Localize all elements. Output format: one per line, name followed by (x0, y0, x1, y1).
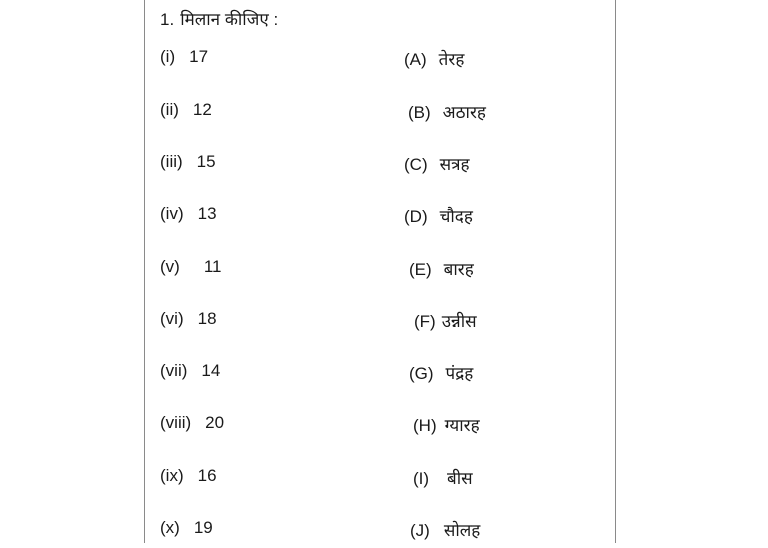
right-value: बारह (443, 260, 474, 280)
left-marker: (vii) (160, 361, 188, 380)
right-value: सत्रह (439, 155, 470, 175)
right-marker: (G) (409, 364, 434, 383)
left-item (160, 361, 220, 381)
right-marker: (D) (404, 207, 428, 226)
match-row (0, 47, 768, 77)
left-item (160, 309, 217, 329)
right-marker: (F) (414, 312, 436, 331)
right-item (414, 309, 477, 332)
right-item (404, 204, 473, 227)
right-marker: (C) (404, 155, 428, 174)
left-marker: (ii) (160, 100, 179, 119)
left-item (160, 413, 224, 433)
right-marker: (I) (413, 469, 430, 488)
match-row (0, 100, 768, 130)
left-value: 20 (205, 413, 225, 432)
right-value: ग्यारह (444, 416, 480, 436)
right-marker: (A) (404, 50, 427, 69)
right-value: चौदह (439, 207, 473, 227)
left-item (160, 204, 217, 224)
left-marker: (vi) (160, 309, 184, 328)
right-item (413, 413, 480, 436)
right-value: सोलह (443, 521, 481, 541)
match-row (0, 518, 768, 548)
left-value: 14 (201, 361, 221, 380)
right-marker: (E) (409, 260, 432, 279)
question-instruction: मिलान कीजिए : (180, 10, 279, 29)
left-item (160, 47, 208, 67)
match-row (0, 466, 768, 496)
question-title (160, 7, 278, 30)
right-marker: (J) (410, 521, 430, 540)
left-value: 13 (197, 204, 217, 223)
right-item (408, 100, 486, 123)
left-item (160, 100, 212, 120)
match-row (0, 413, 768, 443)
right-item (404, 47, 464, 70)
right-item (404, 152, 470, 175)
right-value: उन्नीस (441, 312, 477, 332)
left-marker: (viii) (160, 413, 192, 432)
left-value: 11 (203, 257, 222, 276)
left-marker: (iv) (160, 204, 184, 223)
right-marker: (B) (408, 103, 431, 122)
right-item (413, 466, 473, 489)
right-marker: (H) (413, 416, 437, 435)
left-value: 16 (197, 466, 217, 485)
match-row (0, 257, 768, 287)
match-row (0, 152, 768, 182)
left-value: 19 (193, 518, 213, 537)
left-value: 18 (197, 309, 217, 328)
question-number: 1. (160, 10, 175, 29)
left-item (160, 257, 221, 277)
match-row (0, 309, 768, 339)
left-value: 12 (192, 100, 212, 119)
right-value: तेरह (438, 50, 465, 70)
left-item (160, 466, 217, 486)
right-value: अठारह (442, 103, 486, 123)
left-item (160, 152, 216, 172)
left-item (160, 518, 213, 538)
right-value: पंद्रह (445, 364, 474, 384)
match-row (0, 204, 768, 234)
left-marker: (iii) (160, 152, 183, 171)
right-value: बीस (447, 469, 473, 489)
left-marker: (ix) (160, 466, 184, 485)
right-item (409, 361, 473, 384)
left-marker: (x) (160, 518, 180, 537)
right-item (410, 518, 480, 541)
left-marker: (i) (160, 47, 176, 66)
left-value: 17 (189, 47, 209, 66)
left-marker: (v) (160, 257, 180, 276)
left-value: 15 (196, 152, 216, 171)
match-row (0, 361, 768, 391)
right-item (409, 257, 474, 280)
